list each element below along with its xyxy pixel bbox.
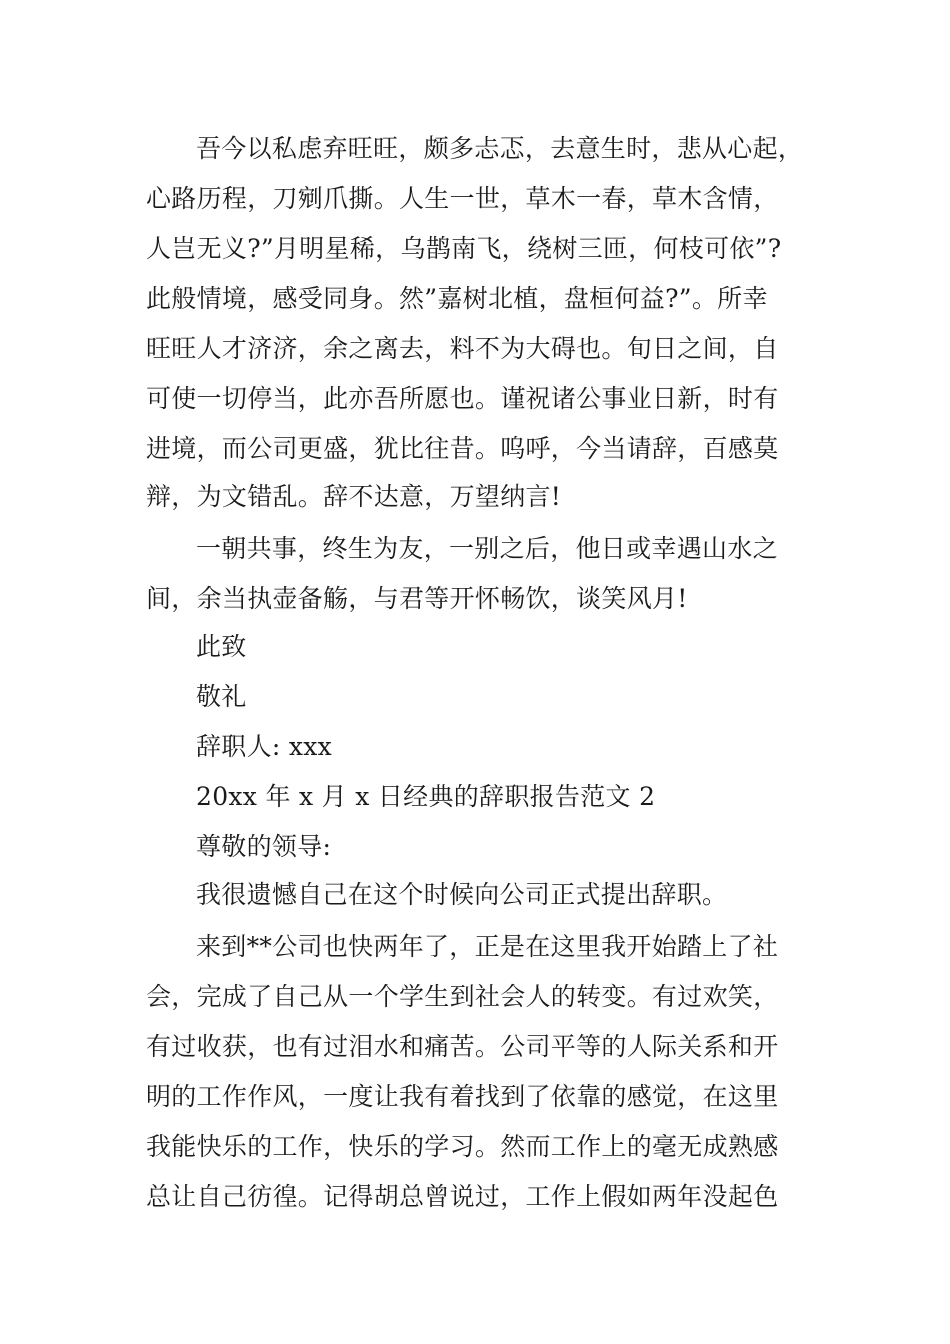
paragraph-1-line-3: 人岂无义?”月明星稀，乌鹊南飞，绕树三匝，何枝可依”? [146,234,782,263]
paragraph-1-line-1: 吾今以私虑弃旺旺，颇多忐忑，去意生时，悲从心起， [196,134,804,163]
paragraph-1-line-6: 可使一切停当，此亦吾所愿也。谨祝诸公事业日新，时有 [146,384,779,413]
date-title-line: 20xx 年 x 月 x 日经典的辞职报告范文 2 [196,782,656,811]
paragraph-1-line-7: 进境，而公司更盛，犹比往昔。呜呼，今当请辞，百感莫 [146,434,779,463]
paragraph-3-line-1: 我很遗憾自己在这个时候向公司正式提出辞职。 [196,880,728,909]
paragraph-4-line-1: 来到**公司也快两年了，正是在这里我开始踏上了社 [196,932,779,961]
paragraph-2-line-1: 一朝共事，终生为友，一别之后，他日或幸遇山水之 [196,534,778,563]
greeting-line: 尊敬的领导: [196,832,332,861]
paragraph-4-line-6: 总让自己彷徨。记得胡总曾说过，工作上假如两年没起色 [146,1182,779,1211]
paragraph-4-line-3: 有过收获，也有过泪水和痛苦。公司平等的人际关系和开 [146,1032,779,1061]
paragraph-2-line-2: 间，余当执壶备觞，与君等开怀畅饮，谈笑风月! [146,584,688,613]
paragraph-4-line-4: 明的工作作风，一度让我有着找到了依靠的感觉，在这里 [146,1082,779,1111]
closing-salutation: 此致 [196,632,247,661]
paragraph-1-line-8: 辩，为文错乱。辞不达意，万望纳言! [146,482,562,511]
paragraph-1-line-5: 旺旺人才济济，余之离去，料不为大碍也。旬日之间，自 [146,334,779,363]
paragraph-1-line-2: 心路历程，刀剜爪撕。人生一世，草木一春，草木含情， [146,184,779,213]
paragraph-4-line-2: 会，完成了自己从一个学生到社会人的转变。有过欢笑， [146,982,779,1011]
paragraph-4-line-5: 我能快乐的工作，快乐的学习。然而工作上的毫无成熟感 [146,1132,779,1161]
signature-line: 辞职人: xxx [196,732,333,761]
closing-regards: 敬礼 [196,682,247,711]
paragraph-1-line-4: 此般情境，感受同身。然”嘉树北植，盘桓何益?”。所幸 [146,284,768,313]
